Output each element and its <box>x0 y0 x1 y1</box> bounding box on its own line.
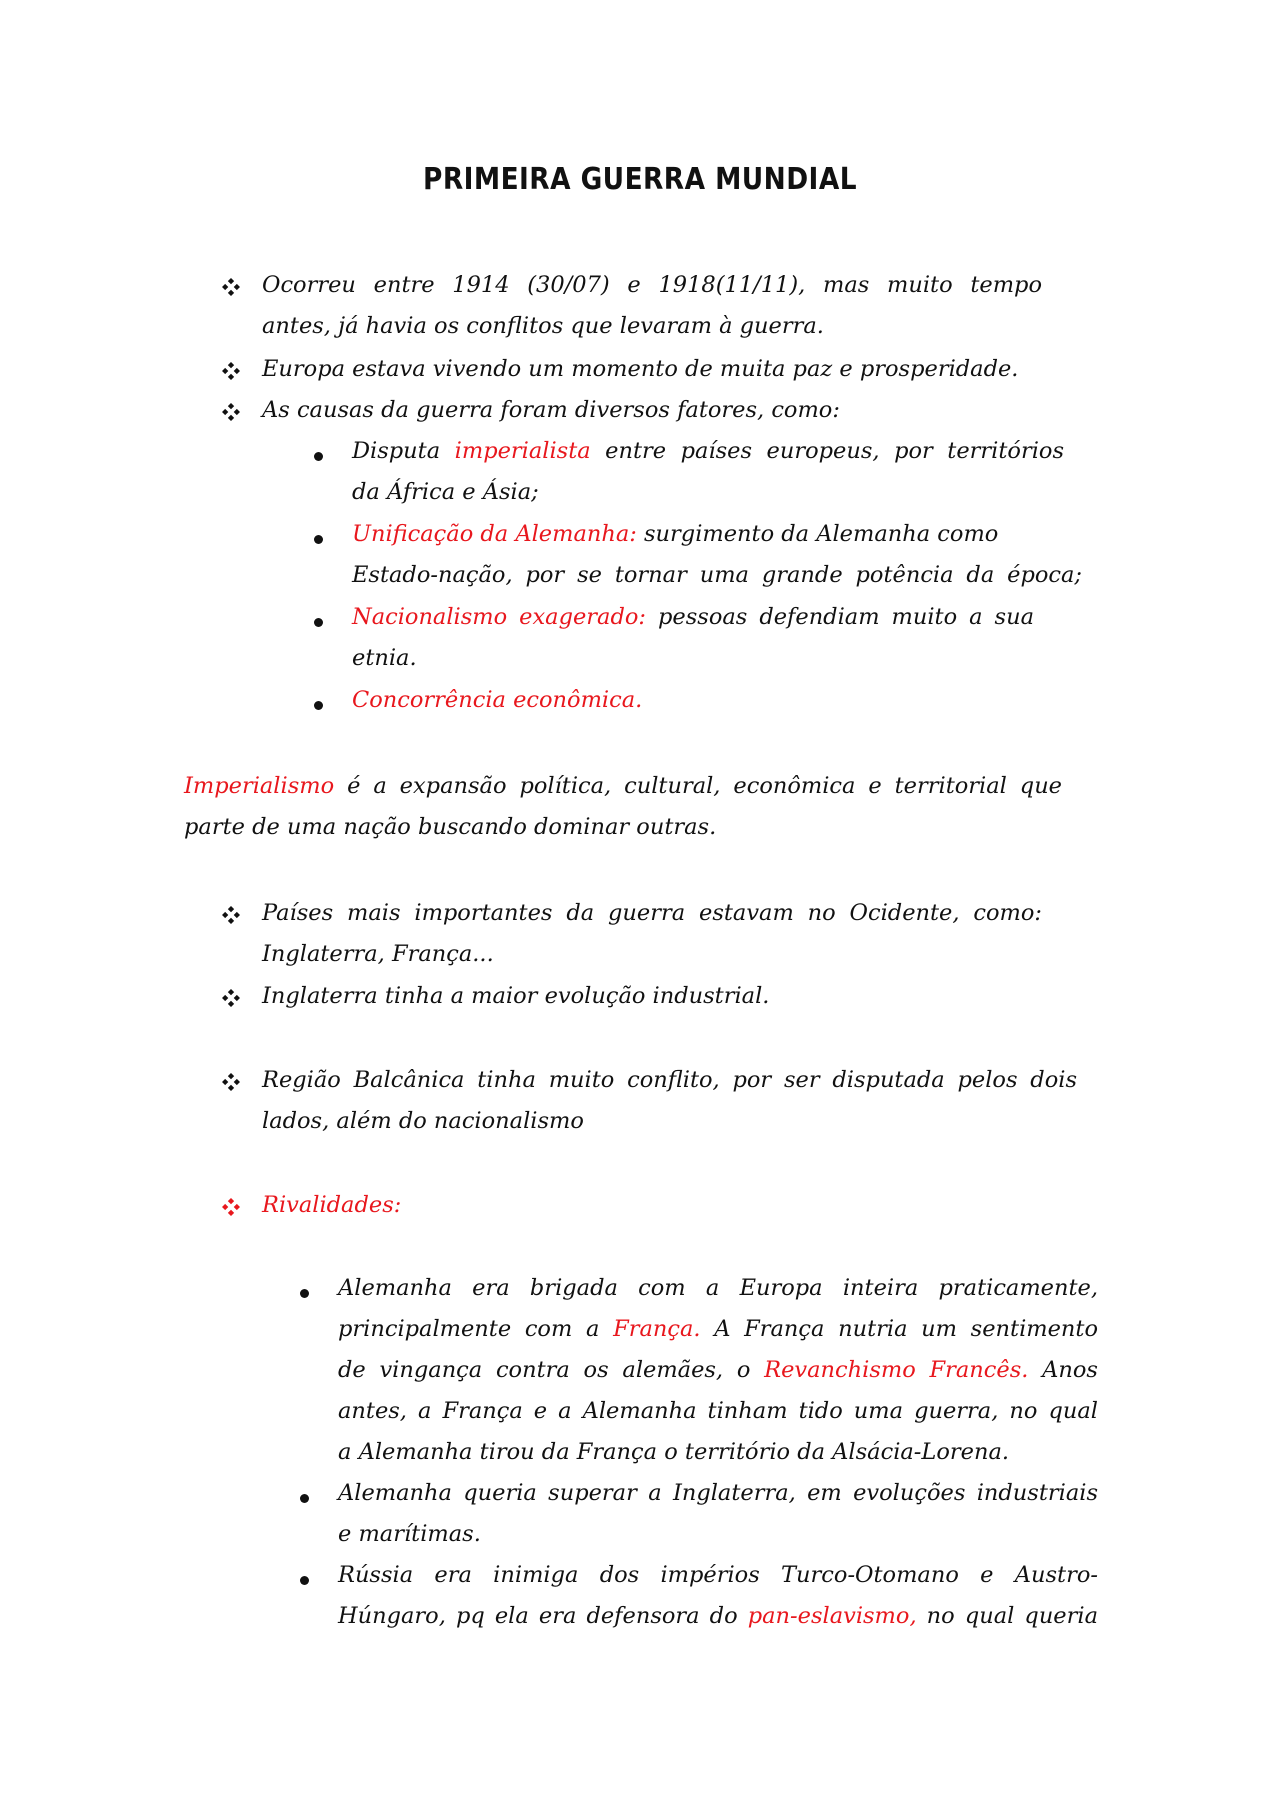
cause-4-text: Concorrência econômica. <box>352 687 643 713</box>
rivalry-1-line-3-pre: de vingança contra os alemães, o <box>338 1357 765 1383</box>
rivalry-1-line-3-post: Anos <box>1028 1357 1098 1383</box>
cause-1-post: entre países europeus, por territórios <box>590 438 1064 464</box>
diamond-bullet-icon <box>222 989 240 1007</box>
bullet-2-text: Europa estava vivendo um momento de muita paz e prosperidade. <box>262 356 1019 382</box>
cause-3-highlight: Nacionalismo exagerado: <box>352 604 647 630</box>
bullet-6-line-2: lados, além do nacionalismo <box>262 1108 584 1134</box>
rivalry-1-line-2-post: A França nutria um sentimento <box>700 1316 1098 1342</box>
cause-2-line-2: Estado-nação, por se tornar uma grande potência da época; <box>352 562 1082 588</box>
definition-highlight: Imperialismo <box>184 773 335 799</box>
bullet-4-line-1: Países mais importantes da guerra estavam no Ocidente, como: <box>262 900 1042 926</box>
bullet-4-line-2: Inglaterra, França... <box>262 941 494 967</box>
rivalry-1-line-2 <box>338 1314 1098 1344</box>
round-bullet-icon <box>314 452 323 461</box>
cause-2-highlight: Unificação da Alemanha: <box>352 521 637 547</box>
cause-2-line-1 <box>352 519 998 549</box>
cause-3-line-1 <box>352 602 1034 632</box>
round-bullet-icon <box>300 1576 309 1585</box>
rivalry-3-line-1: Rússia era inimiga dos impérios Turco-Otomano e Austro- <box>338 1562 1098 1588</box>
cause-1-highlight: imperialista <box>454 438 591 464</box>
rivalry-1-line-3-highlight: Revanchismo Francês. <box>764 1357 1029 1383</box>
page-title: PRIMEIRA GUERRA MUNDIAL <box>423 162 857 197</box>
rivalry-1-line-2-highlight: França. <box>613 1316 701 1342</box>
cause-1-line-2: da África e Ásia; <box>352 479 539 505</box>
rivalry-1-line-2-pre: principalmente com a <box>338 1316 614 1342</box>
diamond-bullet-icon <box>222 1073 240 1091</box>
definition-post: é a expansão política, cultural, econômica e territorial que <box>334 773 1062 799</box>
rivalry-1-line-3 <box>338 1355 1098 1385</box>
definition-line-1 <box>184 771 1062 801</box>
rivalry-3-line-2-pre: Húngaro, pq ela era defensora do <box>338 1603 748 1629</box>
bullet-1-line-1: Ocorreu entre 1914 (30/07) e 1918(11/11), mas muito tempo <box>262 272 1042 298</box>
rivalries-heading: Rivalidades: <box>262 1192 402 1218</box>
round-bullet-icon <box>314 535 323 544</box>
diamond-bullet-icon <box>222 362 240 380</box>
definition-line-2: parte de uma nação buscando dominar outras. <box>184 814 717 840</box>
diamond-bullet-icon <box>222 906 240 924</box>
rivalry-1-line-4: antes, a França e a Alemanha tinham tido uma guerra, no qual <box>338 1398 1098 1424</box>
bullet-1-line-2: antes, já havia os conflitos que levaram à guerra. <box>262 313 824 339</box>
cause-1-line-1 <box>352 436 1064 466</box>
rivalry-3-line-2-post: no qual queria <box>916 1603 1098 1629</box>
bullet-5-text: Inglaterra tinha a maior evolução industrial. <box>262 983 770 1009</box>
rivalry-1-line-1: Alemanha era brigada com a Europa inteira praticamente, <box>338 1275 1098 1301</box>
bullet-3-text: As causas da guerra foram diversos fatores, como: <box>262 397 840 423</box>
rivalry-3-line-2 <box>338 1601 1098 1631</box>
cause-3-post: pessoas defendiam muito a sua <box>646 604 1034 630</box>
rivalry-3-line-2-highlight: pan-eslavismo, <box>747 1603 917 1629</box>
diamond-bullet-icon <box>222 278 240 296</box>
rivalry-2-line-1: Alemanha queria superar a Inglaterra, em evoluções industriais <box>338 1480 1098 1506</box>
cause-2-post: surgimento da Alemanha como <box>636 521 999 547</box>
bullet-6-line-1: Região Balcânica tinha muito conflito, por ser disputada pelos dois <box>262 1067 1077 1093</box>
round-bullet-icon <box>314 701 323 710</box>
round-bullet-icon <box>300 1494 309 1503</box>
cause-3-line-2: etnia. <box>352 645 417 671</box>
diamond-bullet-icon <box>222 1198 240 1216</box>
round-bullet-icon <box>314 618 323 627</box>
rivalry-2-line-2: e marítimas. <box>338 1521 481 1547</box>
diamond-bullet-icon <box>222 403 240 421</box>
round-bullet-icon <box>300 1289 309 1298</box>
rivalry-1-line-5: a Alemanha tirou da França o território da Alsácia-Lorena. <box>338 1439 1010 1465</box>
cause-1-pre: Disputa <box>352 438 455 464</box>
